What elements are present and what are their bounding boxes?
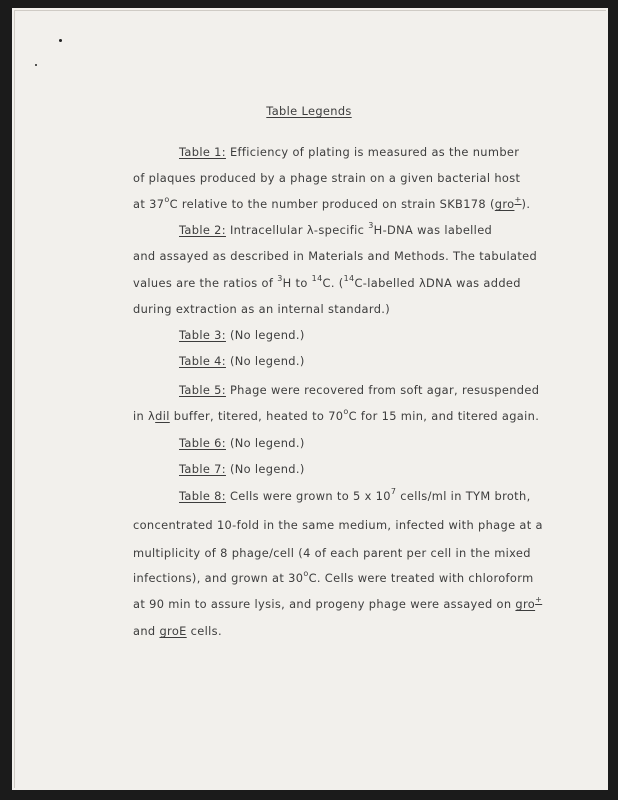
legend-line: Table 3: (No legend.)	[179, 328, 305, 342]
legend-line: of plaques produced by a phage strain on a given bacterial host	[133, 171, 521, 185]
legend-label: Table 7:	[179, 462, 226, 476]
ink-speck	[59, 39, 62, 42]
legend-label: Table 3:	[179, 328, 226, 342]
legend-line: at 90 min to assure lysis, and progeny phage were assayed on gro+	[133, 595, 543, 611]
legend-line: in λdil buffer, titered, heated to 70$^o$C for 15 min, and titered again.	[133, 407, 540, 423]
legend-line: Table 4: (No legend.)	[179, 354, 305, 368]
ink-speck	[35, 64, 37, 66]
legend-line: multiplicity of 8 phage/cell (4 of each parent per cell in the mixed	[133, 546, 531, 560]
legend-line: during extraction as an internal standard.)	[133, 302, 391, 316]
paper-sheet	[12, 8, 608, 790]
legend-line: Table 2: Intracellular λ-specific $^3$H-DNA was labelled	[179, 221, 493, 237]
legend-label: Table 5:	[179, 383, 226, 397]
legend-line: Table 1: Efficiency of plating is measured as the number	[179, 145, 520, 159]
legend-label: Table 4:	[179, 354, 226, 368]
legend-line: Table 8: Cells were grown to 5 x $10^7$ cells/ml in TYM broth,	[179, 487, 531, 503]
legend-line: and assayed as described in Materials and Methods. The tabulated	[133, 249, 538, 263]
legend-line: Table 7: (No legend.)	[179, 462, 305, 476]
legend-line: and groE cells.	[133, 624, 222, 638]
legend-label: Table 1:	[179, 145, 226, 159]
legend-label: Table 2:	[179, 223, 226, 237]
legend-label: Table 8:	[179, 489, 226, 503]
legend-line: infections), and grown at 30$^o$C. Cells were treated with chloroform	[133, 569, 534, 585]
page-heading: Table Legends	[266, 104, 352, 118]
legend-line: concentrated 10-fold in the same medium, infected with phage at a	[133, 518, 543, 532]
legend-line: values are the ratios of $^3$H to $^{14}$C. ($^{14}$C-labelled λDNA was added	[133, 274, 521, 290]
legend-line: at 37$^o$C relative to the number produced on strain SKB178 (gro+).	[133, 195, 531, 211]
legend-label: Table 6:	[179, 436, 226, 450]
legend-line: Table 5: Phage were recovered from soft agar, resuspended	[179, 383, 540, 397]
legend-line: Table 6: (No legend.)	[179, 436, 305, 450]
